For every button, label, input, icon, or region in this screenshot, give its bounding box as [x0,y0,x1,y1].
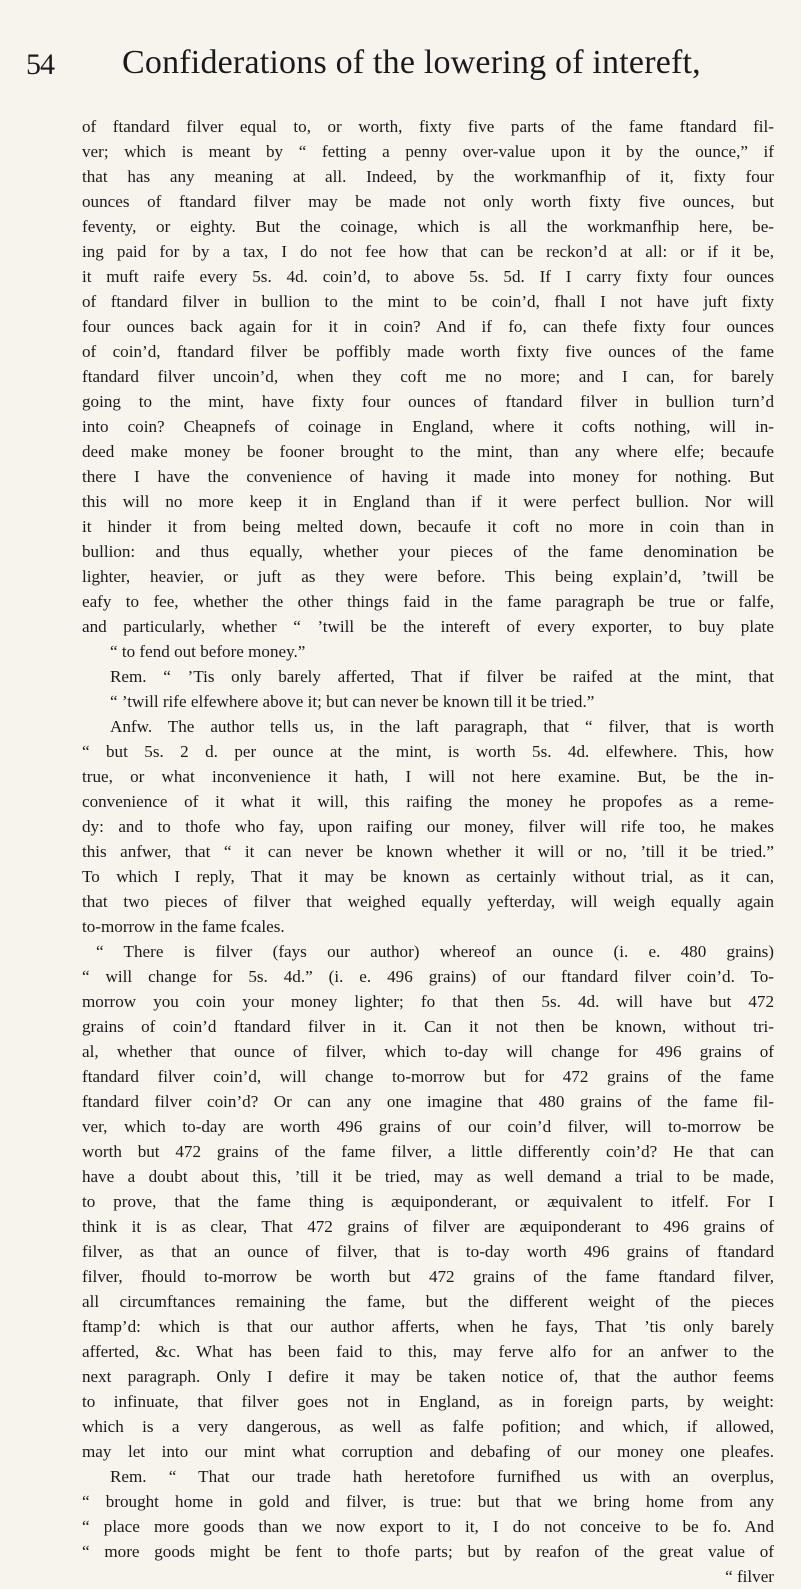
page-number: 54 [26,48,54,81]
text-line: “ ’twill rife elfewhere above it; but can never be known till it be tried.” [110,692,595,711]
text-line: filver, fhould to-morrow be worth but 472 grains of the fame ftandard filver, [82,1267,774,1286]
text-line: going to the mint, have fixty four ounces of ftandard filver in bullion turn’d [82,392,774,411]
text-line: afferted, &c. What has been faid to this, may ferve alfo for an anfwer to the [82,1342,774,1361]
text-line: and particularly, whether “ ’twill be the intereft of every exporter, to buy plate [82,617,774,636]
text-line: filver, as that an ounce of filver, that is to-day worth 496 grains of ftandard [82,1242,774,1261]
text-line: of ftandard filver equal to, or worth, fixty five parts of the fame ftandard fil- [82,117,774,136]
text-line: “ place more goods than we now export to it, I do not conceive to be fo. And [82,1517,774,1536]
text-line: it muft raife every 5s. 4d. coin’d, to above 5s. 5d. If I carry fixty four ounces [82,267,774,286]
text-line: worth but 472 grains of the fame filver, a little differently coin’d? He that can [82,1142,774,1161]
running-title: Confiderations of the lowering of intereft, [122,44,701,81]
text-line: ftandard filver uncoin’d, when they coft me no more; and I can, for barely [82,367,774,386]
text-line: four ounces back again for it in coin? And if fo, can thefe fixty four ounces [82,317,774,336]
text-line: it hinder it from being melted down, becaufe it coft no more in coin than in [82,517,774,536]
body-text [82,114,774,1589]
text-line: convenience of it what it will, this raifing the money he propofes as a reme- [82,792,774,811]
text-line: ver, which to-day are worth 496 grains of our coin’d filver, will to-morrow be [82,1117,774,1136]
text-line: that has any meaning at all. Indeed, by the workmanfhip of it, fixty four [82,167,774,186]
text-line: Anfw. The author tells us, in the laft paragraph, that “ filver, that is worth [110,717,774,736]
text-line: al, whether that ounce of filver, which to-day will change for 496 grains of [82,1042,774,1061]
text-line: to-morrow in the fame fcales. [82,917,285,936]
text-line: To which I reply, That it may be known as certainly without trial, as it can, [82,867,774,886]
catchword: “ filver [725,1567,774,1586]
text-line: grains of coin’d ftandard filver in it. Can it not then be known, without tri- [82,1017,774,1036]
text-line: that two pieces of filver that weighed equally yefterday, will weigh equally again [82,892,774,911]
text-line: deed make money be fooner brought to the mint, than any where elfe; becaufe [82,442,774,461]
text-line: “ will change for 5s. 4d.” (i. e. 496 grains) of our ftandard filver coin’d. To- [82,967,774,986]
text-line: all circumftances remaining the fame, but the different weight of the pieces [82,1292,774,1311]
text-line: morrow you coin your money lighter; fo that then 5s. 4d. will have but 472 [82,992,774,1011]
text-line: lighter, heavier, or juft as they were before. This being explain’d, ’twill be [82,567,774,586]
text-line: eafy to fee, whether the other things faid in the fame paragraph be true or falfe, [82,592,774,611]
text-line: next paragraph. Only I defire it may be taken notice of, that the author feems [82,1367,774,1386]
text-line: this anfwer, that “ it can never be known whether it will or no, ’till it be tried.” [82,842,774,861]
text-line: into coin? Cheapnefs of coinage in England, where it cofts nothing, will in- [82,417,774,436]
text-line: there I have the convenience of having it made into money for nothing. But [82,467,774,486]
text-line: ing paid for by a tax, I do not fee how that can be reckon’d at all: or if it be, [82,242,774,261]
text-line: true, or what inconvenience it hath, I will not here examine. But, be the in- [82,767,774,786]
text-line: “ brought home in gold and filver, is true: but that we bring home from any [82,1492,774,1511]
text-line: Rem. “ That our trade hath heretofore furnifhed us with an overplus, [110,1467,774,1486]
text-line: to prove, that the fame thing is æquiponderant, or æquivalent to itfelf. For I [82,1192,774,1211]
text-line: ftandard filver coin’d, will change to-morrow but for 472 grains of the fame [82,1067,774,1086]
text-line: ver; which is meant by “ fetting a penny over-value upon it by the ounce,” if [82,142,774,161]
text-line: ftandard filver coin’d? Or can any one imagine that 480 grains of the fame fil- [82,1092,774,1111]
text-line: “ to fend out before money.” [110,642,306,661]
text-line: of ftandard filver in bullion to the mint to be coin’d, fhall I not have juft fixty [82,292,774,311]
text-line: bullion: and thus equally, whether your pieces of the fame denomination be [82,542,774,561]
text-line: feventy, or eighty. But the coinage, which is all the workmanfhip here, be- [82,217,774,236]
page-header [26,44,771,104]
text-line: which is a very dangerous, as well as falfe pofition; and which, if allowed, [82,1417,774,1436]
text-line: “ There is filver (fays our author) whereof an ounce (i. e. 480 grains) [96,942,774,961]
text-line: ounces of ftandard filver may be made not only worth fixty five ounces, but [82,192,774,211]
text-line: “ but 5s. 2 d. per ounce at the mint, is worth 5s. 4d. elfewhere. This, how [82,742,774,761]
text-line: dy: and to thofe who fay, upon raifing our money, filver will rife too, he makes [82,817,774,836]
text-line: to infinuate, that filver goes not in England, as in foreign parts, by weight: [82,1392,774,1411]
text-line: “ more goods might be fent to thofe parts; but by reafon of the great value of [82,1542,774,1561]
text-line: ftamp’d: which is that our author afferts, when he fays, That ’tis only barely [82,1317,774,1336]
text-line: Rem. “ ’Tis only barely afferted, That if filver be raifed at the mint, that [110,667,774,686]
text-line: of coin’d, ftandard filver be poffibly made worth fixty five ounces of the fame [82,342,774,361]
text-line: may let into our mint what corruption and debafing of our money one pleafes. [82,1442,774,1461]
text-line: this will no more keep it in England than if it were perfect bullion. Nor will [82,492,774,511]
text-line: think it is as clear, That 472 grains of filver are æquiponderant to 496 grains of [82,1217,774,1236]
text-line: have a doubt about this, ’till it be tried, may as well demand a trial to be made, [82,1167,774,1186]
